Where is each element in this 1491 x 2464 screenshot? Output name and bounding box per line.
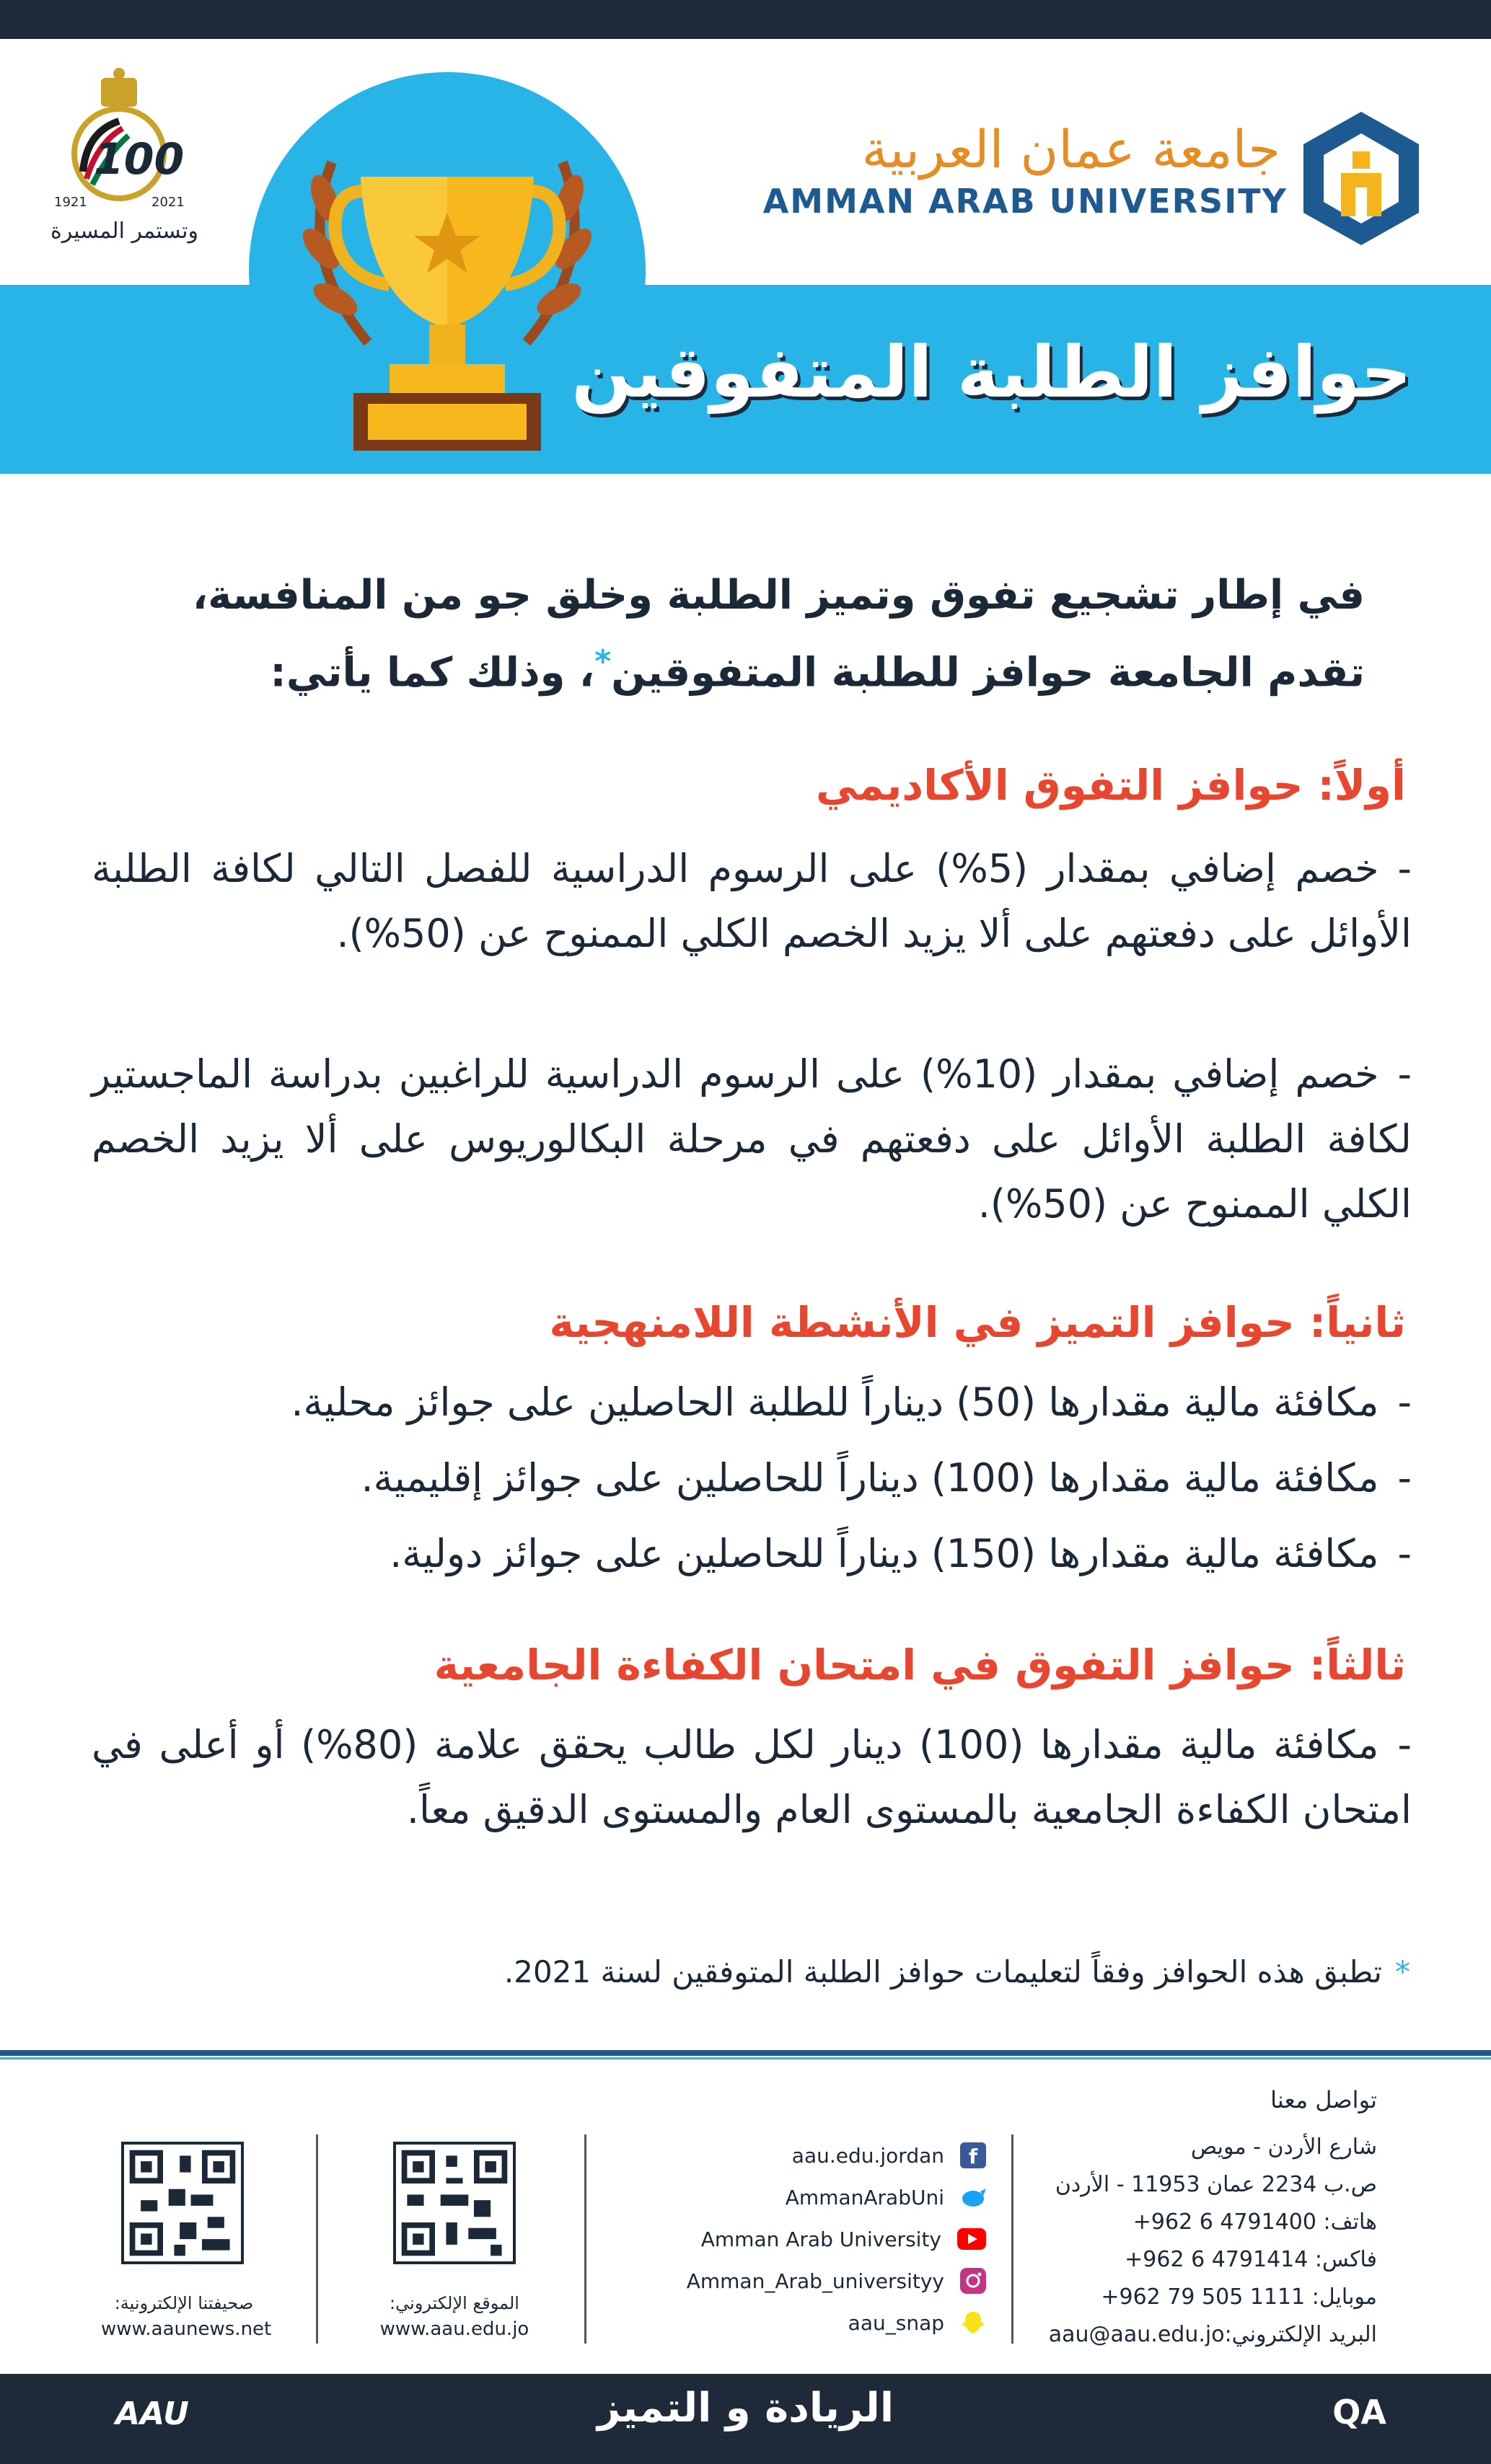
qr-icon [124, 2145, 241, 2261]
contact-title: تواصل معنا [1270, 2086, 1377, 2114]
footnote-asterisk: * [1395, 1954, 1410, 1990]
top-bar [0, 0, 1491, 39]
social-links [647, 2134, 986, 2344]
social-twitter[interactable]: AmmanArabUni [647, 2176, 986, 2218]
footnote-text: تطبق هذه الحوافز وفقاً لتعليمات حوافز الطلبة المتوفقين لسنة 2021. [503, 1954, 1382, 1990]
footer-separator-1 [1011, 2134, 1013, 2344]
contact-phone: هاتف: 4791400 6 962+ [1132, 2209, 1377, 2235]
qr-icon [396, 2145, 513, 2261]
qa-mark: QA [1332, 2393, 1386, 2432]
centennial-logo [43, 63, 198, 265]
university-logo [1296, 108, 1426, 252]
section-1-heading: أولاً: حوافز التفوق الأكاديمي [816, 761, 1406, 810]
footer-divider-accent [0, 2057, 1491, 2059]
section-3-heading: ثالثاً: حوافز التفوق في امتحان الكفاءة الجامعية [434, 1641, 1406, 1690]
asterisk: * [594, 643, 612, 680]
contact-fax: فاكس: 4791414 6 962+ [1125, 2247, 1377, 2272]
footer-separator-2 [584, 2134, 586, 2344]
twitter-icon [960, 2184, 986, 2210]
page-title: حوافز الطلبة المتفوقين [571, 332, 1412, 414]
instagram-icon [960, 2268, 986, 2294]
university-name-en: AMMAN ARAB UNIVERSITY [762, 182, 1288, 221]
news-qr-caption: صحيفتنا الإلكترونية: [114, 2293, 254, 2313]
aau-mark: AAU [115, 2395, 189, 2432]
social-youtube[interactable]: Amman Arab University [647, 2218, 986, 2260]
intro-paragraph [102, 562, 1365, 707]
contact-po-box: ص.ب 2234 عمان 11953 - الأردن [1055, 2172, 1377, 2197]
university-name-ar: جامعة عمان العربية [861, 119, 1280, 180]
section-2-item-2: -مكافئة مالية مقدارها (100) ديناراً للحاصلين على جوائز إقليمية. [361, 1455, 1412, 1501]
contact-mobile: موبايل: 1111 505 79 962+ [1101, 2284, 1377, 2310]
social-instagram[interactable]: Amman_Arab_universityy [647, 2260, 986, 2302]
intro-line-2b: ، وذلك كما يأتي: [270, 649, 595, 697]
year-end: 2021 [151, 195, 185, 210]
section-2-item-3: -مكافئة مالية مقدارها (150) ديناراً للحاصلين على جوائز دولية. [390, 1531, 1412, 1576]
section-2-heading: ثانياً: حوافز التميز في الأنشطة اللامنهجية [549, 1298, 1406, 1347]
website-qr-code[interactable] [393, 2142, 516, 2264]
snapchat-icon [960, 2310, 986, 2336]
footnote [504, 1954, 1410, 1990]
year-start: 1921 [54, 195, 87, 210]
social-snapchat[interactable]: aau_snap [647, 2302, 986, 2344]
social-facebook[interactable]: aau.edu.jordan f [647, 2134, 986, 2176]
contact-address: شارع الأردن - مويص [1190, 2134, 1377, 2160]
aau-logo-icon [1296, 108, 1426, 252]
section-1-item-2: -خصم إضافي بمقدار (10%) على الرسوم الدراسية للراغبين بدراسة الماجستير لكافة الطلبة الأوائل على دفعتهم في مرحلة البكالوريوس على ألا يزيد الخصم الكلي الممنوح عن (50%). [92, 1051, 1412, 1227]
svg-text:f: f [969, 2145, 978, 2168]
intro-line-1: في إطار تشجيع تفوق وتميز الطلبة وخلق جو من المنافسة، [192, 572, 1365, 619]
footer-separator-3 [316, 2134, 318, 2344]
news-url[interactable]: www.aaunews.net [101, 2318, 272, 2340]
section-3-item-1: -مكافئة مالية مقدارها (100) دينار لكل طالب يحقق علامة (80%) أو أعلى في امتحان الكفاءة الجامعية بالمستوى العام والمستوى الدقيق معاً. [92, 1722, 1412, 1832]
website-url[interactable]: www.aau.edu.jo [379, 2318, 529, 2340]
section-2-item-1: -مكافئة مالية مقدارها (50) ديناراً للطلبة الحاصلين على جوائز محلية. [291, 1379, 1412, 1425]
centennial-tagline: وتستمر المسيرة [50, 218, 198, 244]
intro-line-2 [102, 629, 1365, 707]
website-qr-caption: الموقع الإلكتروني: [390, 2293, 519, 2313]
youtube-icon [957, 2228, 986, 2250]
section-1-item-1: -خصم إضافي بمقدار (5%) على الرسوم الدراسية للفصل التالي لكافة الطلبة الأوائل على دفعتهم على ألا يزيد الخصم الكلي الممنوح عن (50%). [92, 846, 1412, 956]
facebook-icon [960, 2142, 986, 2168]
centennial-number: 100 [94, 134, 185, 185]
motto: الريادة و التميز [597, 2385, 894, 2432]
contact-email[interactable]: البريد الإلكتروني:aau@aau.edu.jo [1048, 2322, 1377, 2347]
news-qr-code[interactable] [121, 2142, 244, 2264]
intro-line-2a: تقدم الجامعة حوافز للطلبة المتفوقين [611, 649, 1365, 697]
footer-divider [0, 2050, 1491, 2056]
